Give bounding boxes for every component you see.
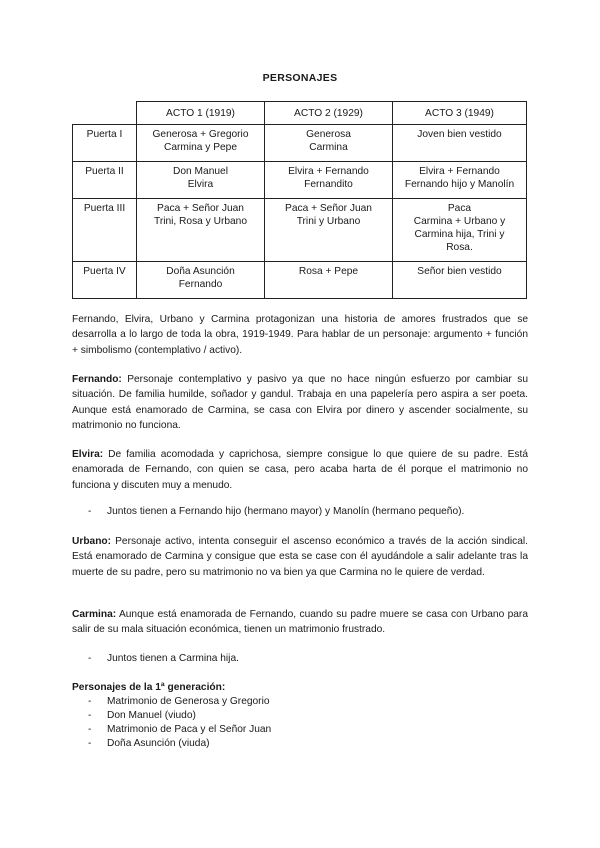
- section-heading: Personajes de la 1ª generación:: [72, 682, 226, 693]
- list-item-text: Matrimonio de Generosa y Gregorio: [107, 696, 270, 707]
- table-cell: [265, 125, 393, 162]
- cell-line: Don Manuel: [173, 166, 228, 177]
- cell-line: Trini y Urbano: [296, 216, 361, 227]
- cell-line: Elvira + Fernando: [419, 166, 500, 177]
- table-cell: [137, 199, 265, 262]
- table-cell: [393, 262, 527, 299]
- cell-line: Joven bien vestido: [417, 129, 502, 140]
- cell-line: Señor bien vestido: [417, 266, 502, 277]
- cell-line: Fernando hijo y Manolín: [404, 179, 515, 190]
- cell-line: Generosa: [306, 129, 351, 140]
- cell-line: Elvira: [187, 179, 214, 190]
- cell-line: Carmina y Pepe: [163, 142, 238, 153]
- list-item-text: Juntos tienen a Fernando hijo (hermano mayor) y Manolín (hermano pequeño).: [107, 506, 465, 517]
- bullet-dash: -: [88, 506, 92, 517]
- table-cell: [137, 162, 265, 199]
- bullet-dash: -: [88, 710, 92, 721]
- table-header-acto-1: ACTO 1 (1919): [137, 102, 265, 125]
- bullet-dash: -: [88, 738, 92, 749]
- cell-line: Elvira + Fernando: [288, 166, 369, 177]
- paragraph-text: De familia acomodada y caprichosa, siempre consigue lo que quiere de su padre. Está enamorada de Fernando, con quien se casa, pero acaba harta de él porque el matrimonio no funciona y discuten muy a menudo.: [72, 449, 528, 491]
- list-item-text: Don Manuel (viudo): [107, 710, 196, 721]
- list-item: [88, 709, 196, 723]
- character-name: Fernando:: [72, 374, 122, 385]
- cell-line: Generosa + Gregorio: [152, 129, 249, 140]
- row-label: Puerta II: [73, 162, 137, 199]
- cell-line: Rosa.: [446, 242, 473, 253]
- table-cell: [393, 162, 527, 199]
- table-cell: [265, 199, 393, 262]
- table-row: [73, 199, 527, 262]
- list-item: [88, 652, 239, 666]
- list-item-text: Matrimonio de Paca y el Señor Juan: [107, 724, 272, 735]
- character-name: Elvira:: [72, 449, 104, 460]
- table-header-row: [73, 102, 527, 125]
- paragraph-text: Aunque está enamorada de Fernando, cuando su padre muere se casa con Urbano para salir de su mala situación económica, tienen un matrimonio frustrado.: [72, 609, 528, 636]
- cell-line: Paca + Señor Juan: [157, 203, 244, 214]
- cell-line: Rosa + Pepe: [298, 266, 359, 277]
- characters-table: [72, 101, 527, 299]
- table-row: [73, 162, 527, 199]
- page-title: PERSONAJES: [262, 72, 338, 84]
- table-header-acto-3: ACTO 3 (1949): [393, 102, 527, 125]
- first-gen-heading: [72, 680, 528, 695]
- fernando-paragraph: [72, 372, 528, 434]
- urbano-paragraph: [72, 534, 528, 580]
- character-name: Carmina:: [72, 609, 117, 620]
- table-cell: [393, 199, 527, 262]
- intro-paragraph: Fernando, Elvira, Urbano y Carmina protagonizan una historia de amores frustrados que se desarrolla a lo largo de toda la obra, 1919-1949. Para hablar de un personaje: argumento + función + simbolismo (contemplativo / activo).: [72, 314, 528, 356]
- list-item: [88, 737, 210, 751]
- table-row: [73, 262, 527, 299]
- list-item-text: Juntos tienen a Carmina hija.: [107, 653, 239, 664]
- table-cell: [265, 262, 393, 299]
- cell-line: Fernando: [178, 279, 223, 290]
- elvira-paragraph: [72, 447, 528, 493]
- carmina-paragraph: [72, 607, 528, 638]
- paragraph-text: Personaje activo, intenta conseguir el ascenso económico a través de la acción sindical. Está enamorado de Carmina y consigue que esta se case con él ayudándole a salir adelante tras la muerte de su padre, pero su matrimonio no va bien ya que Carmina no le quiere de verdad.: [72, 536, 528, 578]
- bullet-dash: -: [88, 724, 92, 735]
- table-row: [73, 125, 527, 162]
- table-cell: [137, 262, 265, 299]
- cell-line: Paca: [447, 203, 472, 214]
- table-corner-cell: [73, 102, 137, 125]
- table-cell: [265, 162, 393, 199]
- cell-line: Carmina hija, Trini y: [414, 229, 505, 240]
- cell-line: Carmina + Urbano y: [413, 216, 506, 227]
- list-item: [88, 505, 464, 519]
- cell-line: Carmina: [309, 142, 348, 153]
- row-label: Puerta III: [73, 199, 137, 262]
- paragraph-text: Personaje contemplativo y pasivo ya que no hace ningún esfuerzo por cambiar su situación. De familia humilde, soñador y gandul. Trabaja en una papelería pero aspira a ser poeta. Aunque está enamorado de Carmina, se casa con Elvira por dinero y ascender socialmente, su matrimonio no funciona.: [72, 374, 528, 432]
- cell-line: Trini, Rosa y Urbano: [153, 216, 248, 227]
- row-label: Puerta IV: [73, 262, 137, 299]
- character-name: Urbano:: [72, 536, 112, 547]
- table-header-acto-2: ACTO 2 (1929): [265, 102, 393, 125]
- row-label: Puerta I: [73, 125, 137, 162]
- list-item: [88, 695, 270, 709]
- bullet-dash: -: [88, 653, 92, 664]
- list-item: [88, 723, 271, 737]
- cell-line: Doña Asunción: [166, 266, 235, 277]
- table-cell: [137, 125, 265, 162]
- bullet-dash: -: [88, 696, 92, 707]
- cell-line: Paca + Señor Juan: [285, 203, 372, 214]
- cell-line: Fernandito: [304, 179, 353, 190]
- list-item-text: Doña Asunción (viuda): [107, 738, 210, 749]
- table-cell: [393, 125, 527, 162]
